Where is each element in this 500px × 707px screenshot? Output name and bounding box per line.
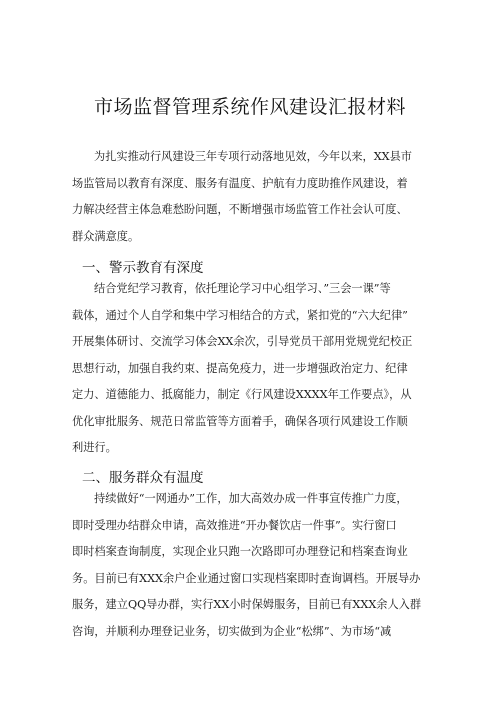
- section-2-line: 服务，建立QQ导办群，实行XX小时保姆服务，目前已有XXX余人入群: [72, 598, 422, 611]
- section-1-line: 开展集体研讨、交流学习体会XX余次，引导党员干部用党规党纪校正: [72, 335, 413, 348]
- intro-line: 力解决经营主体急难愁盼问题，不断增强市场监管工作社会认可度、: [72, 203, 408, 216]
- intro-line: 群众满意度。: [72, 229, 140, 243]
- section-2-line: 即时档案查询制度，实现企业只跑一次路即可办理登记和档案查询业: [72, 545, 408, 558]
- section-1-line: 结合党纪学习教育，依托理论学习中心组学习、”三会一课”等: [94, 282, 391, 295]
- section-2-line: 咨询，并顺利办理登记业务，切实做到为企业“松绑”、为市场“减: [72, 624, 392, 638]
- document-title: 市场监督管理系统作风建设汇报材料: [93, 96, 406, 118]
- intro-paragraph: [72, 144, 434, 250]
- intro-line: 为扎实推动行风建设三年专项行动落地见效，今年以来，XX县市: [94, 150, 412, 163]
- section-1-line: 思想行动，加强自我约束、提高免疫力，进一步增强政治定力、纪律: [72, 361, 408, 375]
- section-heading-1: 一、警示教育有深度: [82, 260, 204, 276]
- section-heading-2: 二、服务群众有温度: [82, 470, 204, 486]
- section-1-paragraph: [72, 276, 434, 462]
- section-2-paragraph: [72, 486, 434, 645]
- section-2-line: 持续做好“一网通办”工作，加大高效办成一件事宣传推广力度，: [94, 492, 408, 505]
- intro-line: 场监管局以教育有深度、服务有温度、护航有力度助推作风建设，着: [72, 176, 408, 190]
- section-1-line: 利进行。: [72, 441, 117, 454]
- section-2-line: 即时受理办结群众申请，高效推进“开办餐饮店一件事”。实行窗口: [72, 518, 397, 532]
- section-1-line: 载体，通过个人自学和集中学习相结合的方式，紧扣党的“六大纪律”: [72, 308, 408, 322]
- section-1-line: 优化审批服务、规范日常监管等方面着手，确保各项行风建设工作顺: [72, 414, 408, 428]
- section-2-line: 务。目前已有XXX余户企业通过窗口实现档案即时查询调档。开展导办: [72, 571, 421, 585]
- section-1-line: 定力、道德能力、抵腐能力，制定《行风建设XXXX年工作要点》，从: [72, 388, 412, 401]
